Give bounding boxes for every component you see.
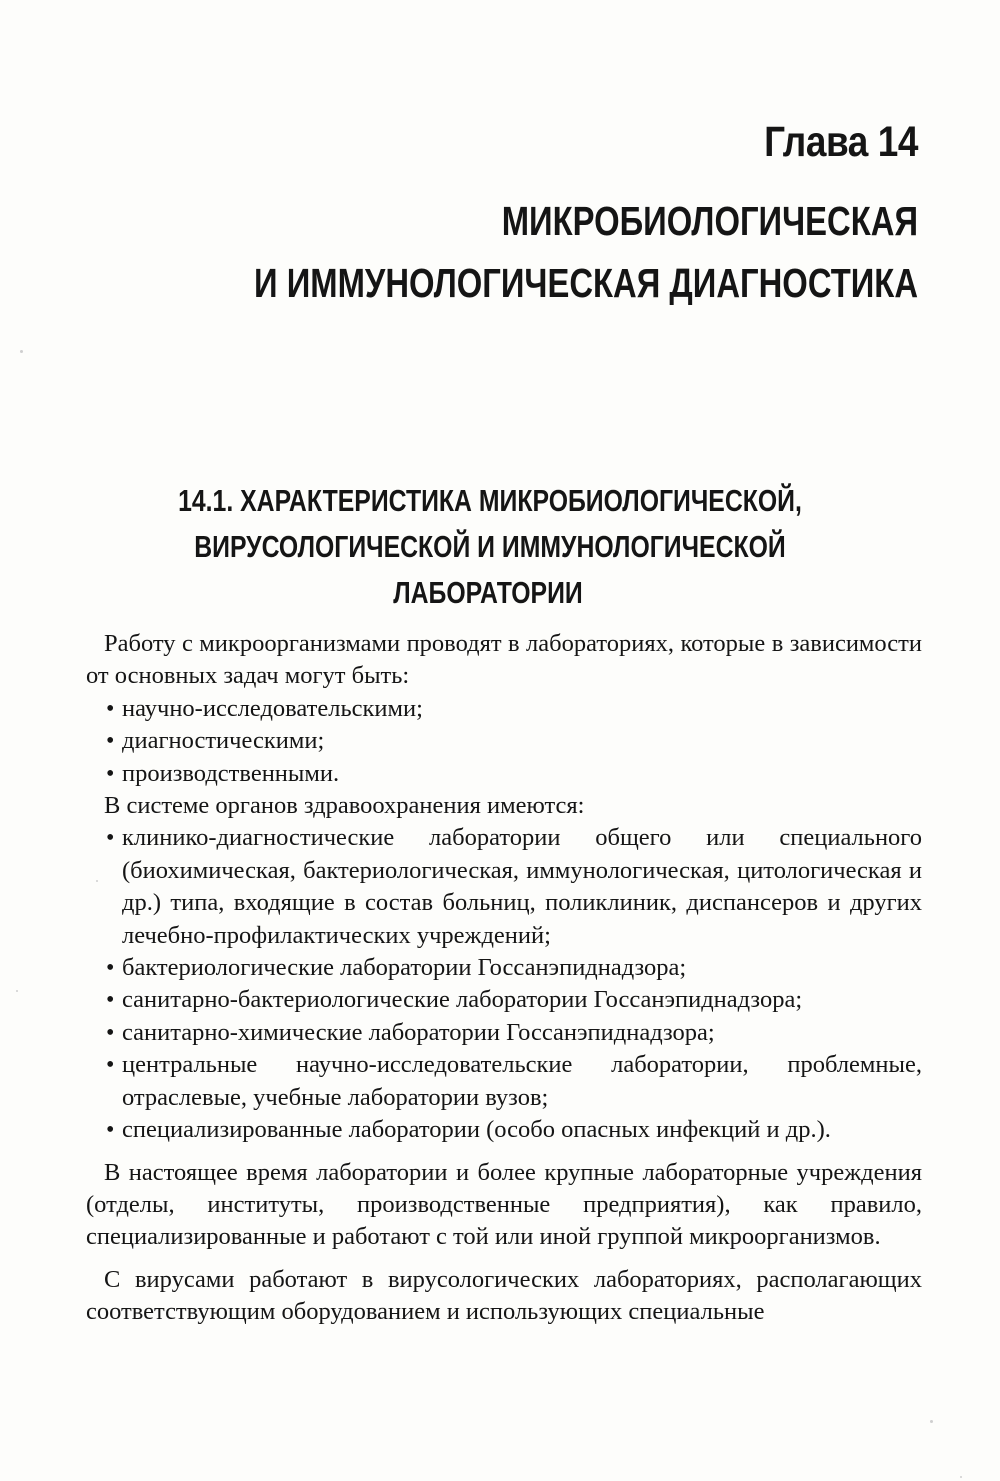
paragraph-specialization: В настоящее время лаборатории и более крупные лабораторные учреждения (отделы, институты, производственные предприятия), как правило, специализированные и работают с той или иной группой микроорганизмов. [86, 1158, 922, 1251]
body-text [86, 628, 922, 1329]
chapter-label: Глава 14 [764, 118, 918, 166]
list-item: • санитарно-химические лаборатории Госсанэпиднадзора; [106, 1017, 922, 1049]
system-intro-paragraph: В системе органов здравоохранения имеются: [104, 792, 585, 820]
list-item: • научно-исследовательскими; [106, 693, 922, 725]
scan-speck [960, 1476, 962, 1478]
section-title [0, 478, 1000, 616]
paragraph-virology: С вирусами работают в вирусологических лабораториях, располагающих соответствующим оборудованием и использующих специальные [86, 1265, 922, 1326]
section-title-line-1: 14.1. ХАРАКТЕРИСТИКА МИКРОБИОЛОГИЧЕСКОЙ, [178, 483, 802, 518]
list-item: • бактериологические лаборатории Госсанэпиднадзора; [106, 952, 922, 984]
lab-purpose-list [86, 693, 922, 790]
scan-speck [16, 990, 18, 992]
section-title-line-2: ВИРУСОЛОГИЧЕСКОЙ И ИММУНОЛОГИЧЕСКОЙ [194, 529, 786, 564]
scan-speck [20, 350, 23, 353]
list-item: • специализированные лаборатории (особо опасных инфекций и др.). [106, 1114, 922, 1146]
list-item: • санитарно-бактериологические лаборатории Госсанэпиднадзора; [106, 984, 922, 1016]
list-item: • производственными. [106, 758, 922, 790]
chapter-title [254, 190, 918, 314]
scan-speck [930, 1420, 933, 1423]
scan-speck [96, 880, 98, 882]
list-item: • центральные научно-исследовательские лаборатории, проблемные, отраслевые, учебные лаборатории вузов; [106, 1049, 922, 1114]
list-item: • клинико-диагностические лаборатории общего или специального (биохимическая, бактериологическая, иммунологическая, цитологическая и др.) типа, входящие в состав больниц, поликлиник, диспансеров и других лечебно-профилактических учреждений; [106, 822, 922, 952]
list-item: • диагностическими; [106, 725, 922, 757]
chapter-title-line-2: И ИММУНОЛОГИЧЕСКАЯ ДИАГНОСТИКА [253, 260, 918, 306]
section-title-line-3: ЛАБОРАТОРИИ [393, 575, 583, 610]
intro-paragraph: Работу с микроорганизмами проводят в лабораториях, которые в зависимости от основных задач могут быть: [86, 630, 922, 690]
lab-types-list [86, 822, 922, 1146]
chapter-title-line-1: МИКРОБИОЛОГИЧЕСКАЯ [501, 198, 918, 244]
